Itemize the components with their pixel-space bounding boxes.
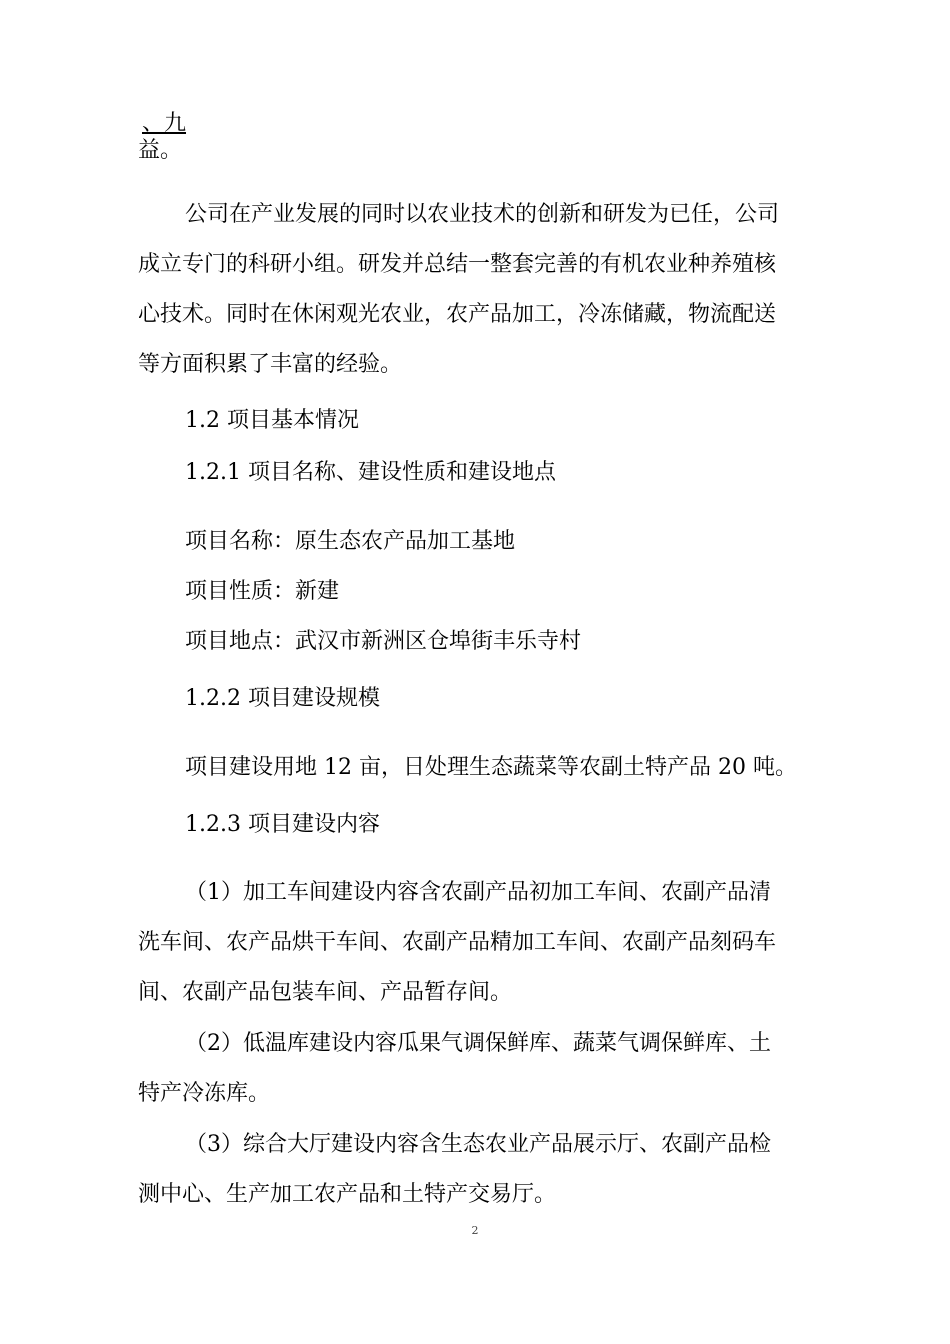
project-name: 项目名称：原生态农产品加工基地: [185, 529, 516, 554]
section-heading-1-2-2: 1.2.2 项目建设规模: [185, 686, 380, 711]
header-fragment-top: 、九: [142, 111, 187, 136]
project-scale: 项目建设用地 12 亩，日处理生态蔬菜等农副土特产品 20 吨。: [185, 755, 797, 780]
section-heading-1-2-1: 1.2.1 项目名称、建设性质和建设地点: [185, 460, 556, 485]
header-fragment-bottom: 益。: [138, 138, 183, 163]
page-number: 2: [471, 1224, 479, 1237]
paragraph-line: 公司在产业发展的同时以农业技术的创新和研发为已任，公司: [185, 202, 780, 227]
section-heading-1-2-3: 1.2.3 项目建设内容: [185, 812, 380, 837]
item-3-line: 测中心、生产加工农产品和土特产交易厅。: [138, 1182, 557, 1207]
section-heading-1-2: 1.2 项目基本情况: [185, 408, 359, 433]
paragraph-line: 等方面积累了丰富的经验。: [138, 352, 403, 377]
item-1-line: 洗车间、农产品烘干车间、农副产品精加工车间、农副产品刻码车: [138, 930, 777, 955]
item-1-line: 间、农副产品包装车间、产品暂存间。: [138, 980, 513, 1005]
item-2-line: 特产冷冻库。: [138, 1081, 271, 1106]
project-location: 项目地点：武汉市新洲区仓埠街丰乐寺村: [185, 629, 582, 654]
paragraph-line: 心技术。同时在休闲观光农业，农产品加工，冷冻储藏，物流配送: [138, 302, 777, 327]
paragraph-line: 成立专门的科研小组。研发并总结一整套完善的有机农业种养殖核: [138, 252, 777, 277]
item-3-line: （3）综合大厅建设内容含生态农业产品展示厅、农副产品检: [185, 1132, 771, 1157]
item-1-line: （1）加工车间建设内容含农副产品初加工车间、农副产品清: [185, 880, 771, 905]
project-nature: 项目性质：新建: [185, 579, 340, 604]
item-2-line: （2）低温库建设内容瓜果气调保鲜库、蔬菜气调保鲜库、土: [185, 1031, 771, 1056]
